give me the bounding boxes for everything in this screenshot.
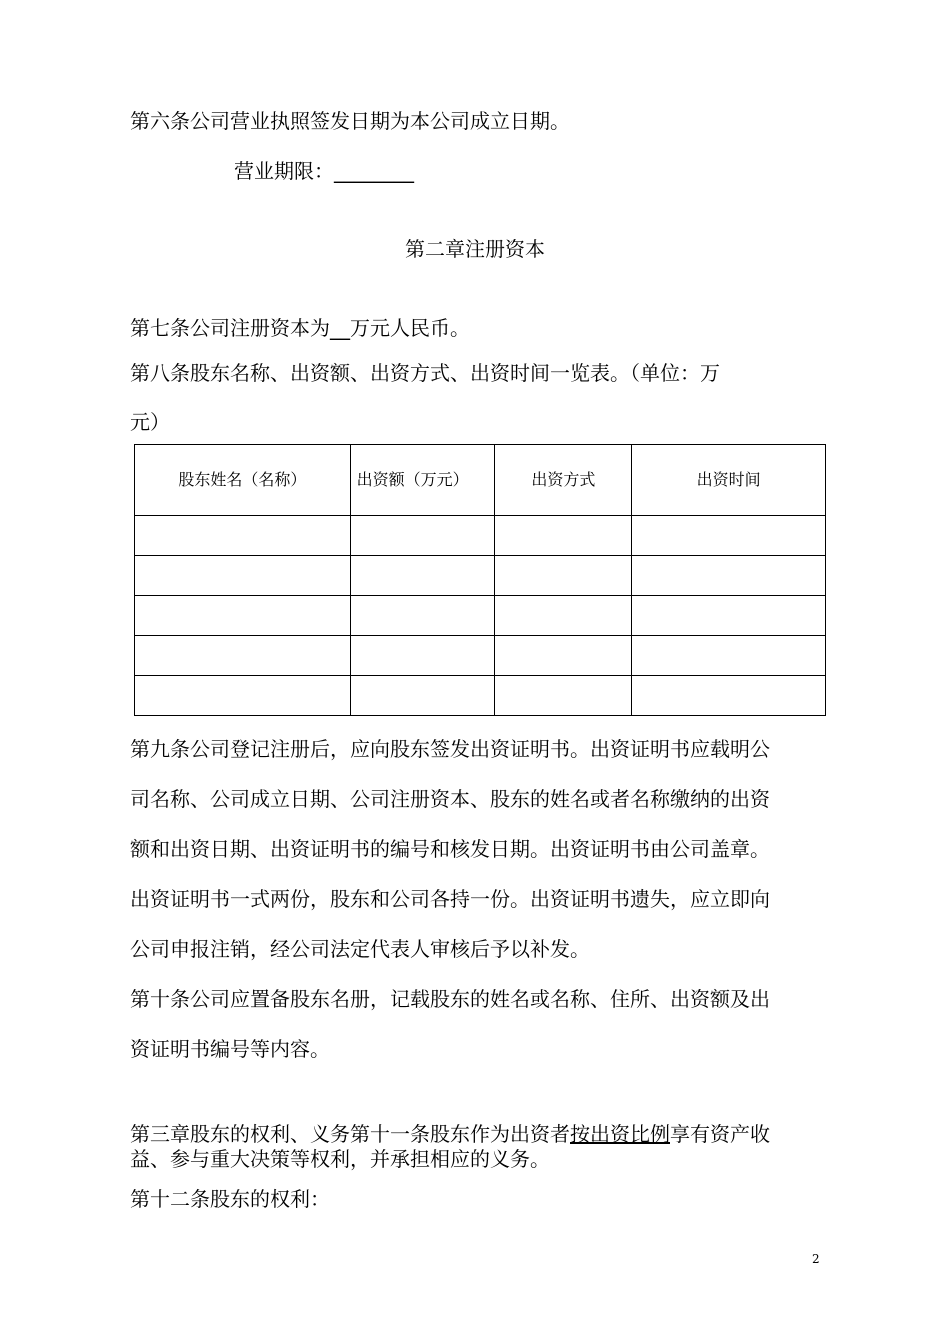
table-cell bbox=[350, 556, 495, 596]
header-shareholder-name: 股东姓名（名称） bbox=[135, 445, 351, 516]
article-10-line-1: 第十条公司应置备股东名册，记载股东的姓名或名称、住所、出资额及出 bbox=[130, 987, 770, 1011]
article-9-line-4: 出资证明书一式两份，股东和公司各持一份。出资证明书遗失，应立即向 bbox=[130, 887, 770, 911]
chapter-3-underlined-phrase: 按出资比例 bbox=[570, 1122, 670, 1146]
article-12-text: 第十二条股东的权利： bbox=[130, 1187, 330, 1211]
chapter-3-text-before: 第三章股东的权利、义务第十一条股东作为出资者 bbox=[130, 1122, 570, 1146]
table-cell bbox=[632, 596, 826, 636]
article-9-line-1: 第九条公司登记注册后，应向股东签发出资证明书。出资证明书应载明公 bbox=[130, 737, 770, 761]
table-cell bbox=[632, 676, 826, 716]
business-term-label: 营业期限： bbox=[234, 159, 334, 183]
chapter-2-title: 第二章注册资本 bbox=[405, 237, 545, 261]
article-9-line-3: 额和出资日期、出资证明书的编号和核发日期。出资证明书由公司盖章。 bbox=[130, 837, 770, 861]
table-cell bbox=[632, 516, 826, 556]
article-8-line-1: 第八条股东名称、出资额、出资方式、出资时间一览表。（单位：万 bbox=[130, 361, 720, 385]
table-cell bbox=[632, 636, 826, 676]
table-cell bbox=[350, 676, 495, 716]
chapter-3-line-1 bbox=[130, 1121, 770, 1147]
table-cell bbox=[495, 556, 632, 596]
article-9-line-5: 公司申报注销，经公司法定代表人审核后予以补发。 bbox=[130, 937, 590, 961]
table-row bbox=[135, 556, 826, 596]
table-cell bbox=[350, 516, 495, 556]
article-9-line-2: 司名称、公司成立日期、公司注册资本、股东的姓名或者名称缴纳的出资 bbox=[130, 787, 770, 811]
table-cell bbox=[135, 596, 351, 636]
header-contribution-method: 出资方式 bbox=[495, 445, 632, 516]
page-number: 2 bbox=[812, 1252, 820, 1266]
shareholder-contribution-table bbox=[134, 444, 826, 716]
table-cell bbox=[135, 556, 351, 596]
chapter-3-line-2: 益、参与重大决策等权利，并承担相应的义务。 bbox=[130, 1147, 550, 1171]
table-row bbox=[135, 636, 826, 676]
table-row bbox=[135, 596, 826, 636]
table-cell bbox=[495, 676, 632, 716]
article-7-text bbox=[130, 315, 470, 341]
article-7-blank: __ bbox=[330, 316, 350, 340]
table-cell bbox=[350, 636, 495, 676]
table-cell bbox=[135, 636, 351, 676]
table-row bbox=[135, 516, 826, 556]
header-contribution-amount: 出资额（万元） bbox=[350, 445, 495, 516]
table-cell bbox=[135, 676, 351, 716]
header-contribution-time: 出资时间 bbox=[632, 445, 826, 516]
article-10-line-2: 资证明书编号等内容。 bbox=[130, 1037, 330, 1061]
table-cell bbox=[495, 596, 632, 636]
article-6-text: 第六条公司营业执照签发日期为本公司成立日期。 bbox=[130, 109, 570, 133]
chapter-3-text-after: 享有资产收 bbox=[670, 1122, 770, 1146]
business-term bbox=[234, 158, 414, 184]
article-7-after: 万元人民币。 bbox=[350, 316, 470, 340]
table-row bbox=[135, 676, 826, 716]
table-cell bbox=[135, 516, 351, 556]
article-7-before: 第七条公司注册资本为 bbox=[130, 316, 330, 340]
table-cell bbox=[350, 596, 495, 636]
business-term-blank: ________ bbox=[334, 159, 414, 183]
table-header-row bbox=[135, 445, 826, 516]
table-cell bbox=[495, 636, 632, 676]
table-cell bbox=[495, 516, 632, 556]
table-cell bbox=[632, 556, 826, 596]
article-8-line-2: 元） bbox=[130, 410, 170, 434]
